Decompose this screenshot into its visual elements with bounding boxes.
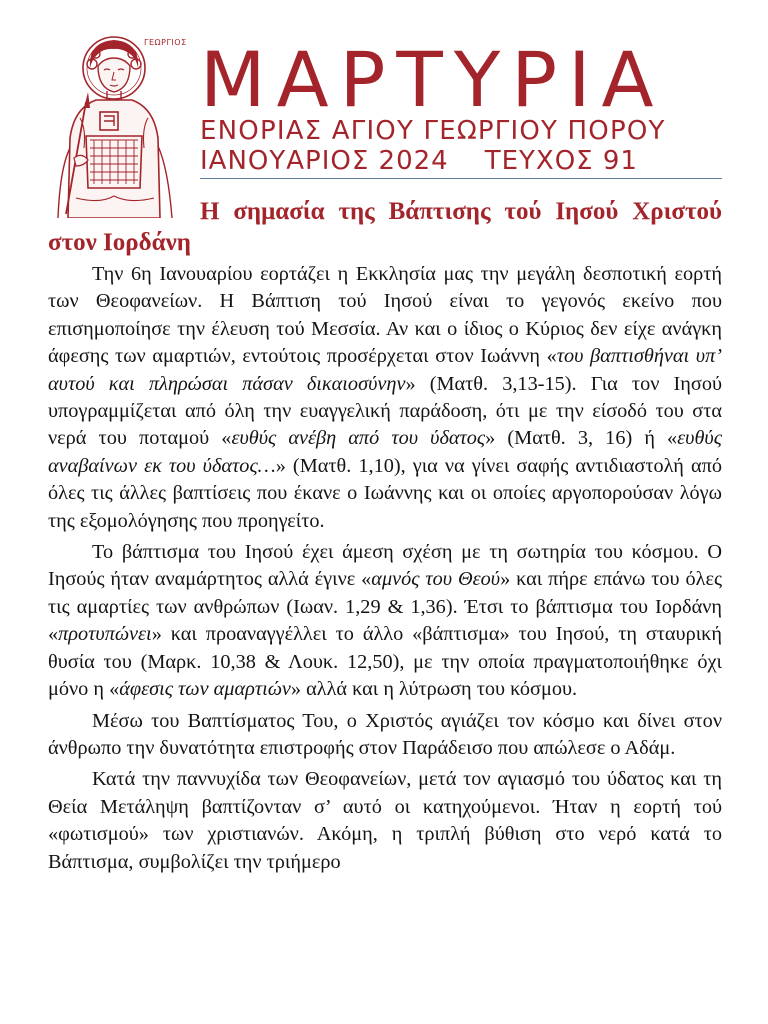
paragraph-text: Μέσω του Βαπτίσματος Του, ο Χριστός αγιάζει τον κόσμο και δίνει στον άνθρωπο την δυνατότητα επιστροφής στον Παράδεισο που απώλεσε ο Αδάμ. (48, 709, 722, 759)
quotation-italic: ευθύς αναβαίνων εκ του ύδατος… (48, 427, 722, 477)
quotation-italic: αμνός του Θεού (371, 568, 501, 591)
masthead (0, 0, 768, 200)
paragraph-text: » αλλά και η λύτρωση του κόσμου. (290, 678, 578, 701)
icon-inscription: ΓΕΩΡΓΙΟΣ (144, 38, 187, 47)
newsletter-title: ΜΑΡΤΥΡΙΑ (200, 35, 665, 124)
article-paragraph (48, 766, 722, 876)
quotation-italic: ευθύς ανέβη από του ύδατος (231, 427, 486, 450)
article (48, 196, 722, 880)
issue-date: ΙΑΝΟΥΑΡΙΟΣ 2024 (200, 146, 449, 176)
paragraph-text: » (Ματθ. 3, 16) ή « (485, 427, 678, 450)
quotation-italic: του βαπτισθήναι υπ’ αυτού και πληρώσαι πάσαν δικαιοσύνην (48, 345, 723, 395)
quotation-italic: άφεσις των αμαρτιών (119, 678, 291, 701)
article-paragraph (48, 539, 722, 703)
saint-george-icon (40, 28, 192, 218)
paragraph-text: Την 6η Ιανουαρίου εορτάζει η Εκκλησία μας την μεγάλη δεσποτική εορτή των Θεοφανείων. Η Βάπτιση τού Ιησού είναι το γεγονός εκείνο που επισημοποίησε την έλευση τού Μεσσία. Αν και ο ίδιος ο Κύριος δεν είχε ανάγκη άφεσης των αμαρτιών, εντούτοις προσέρχεται στον Ιωάννη « (48, 263, 722, 368)
quotation-italic: προτυπώνει (58, 623, 152, 646)
article-body (48, 261, 722, 876)
paragraph-text: » και πήρε επάνω του όλες τις αμαρτίες των ανθρώπων (Ιωαν. 1,29 & 1,36). Έτσι το βάπτισμα του Ιορδάνη « (48, 568, 722, 646)
issue-number: ΤΕΥΧΟΣ 91 (484, 146, 638, 176)
paragraph-text: Το βάπτισμα του Ιησού έχει άμεση σχέση με τη σωτηρία του κόσμου. Ο Ιησούς ήταν αναμάρτητος αλλά έγινε « (48, 541, 722, 591)
article-paragraph (48, 708, 722, 763)
article-paragraph (48, 261, 722, 535)
paragraph-text: » (Ματθ. 1,10), για να γίνει σαφής αντιδιαστολή από όλες τις άλλες βαπτίσεις που έκανε ο Ιωάννης και οι οποίες αργοπορούσαν λόγω της εξομολόγησης που προηγείτο. (48, 454, 722, 532)
parish-subtitle: ΕΝΟΡΙΑΣ ΑΓΙΟΥ ΓΕΩΡΓΙΟΥ ΠΟΡΟΥ (200, 116, 666, 146)
paragraph-text: » (Ματθ. 3,13-15). Για τον Ιησού υπογραμμίζεται από όλη την ευαγγελική παράδοση, ότι με την είσοδό του στα νερά του ποταμού « (48, 372, 722, 450)
article-title: Η σημασία της Βάπτισης τού Ιησού Χριστού στον Ιορδάνη (48, 198, 722, 256)
paragraph-text: Κατά την παννυχίδα των Θεοφανείων, μετά τον αγιασμό του ύδατος και τη Θεία Μετάληψη βαπτίζονταν σ’ αυτό οι κατηχούμενοι. Ήταν η εορτή τού «φωτισμού» των χριστιανών. Ακόμη, η τριπλή βύθιση στο νερό κατά το Βάπτισμα, συμβολίζει την τριήμερο (48, 768, 722, 873)
paragraph-text: » και προαναγγέλλει το άλλο «βάπτισμα» του Ιησού, τη σταυρική θυσία του (Μαρκ. 10,38 & Λουκ. 12,50), με την οποία πραγματοποιήθηκε όχι μόνο η « (48, 623, 722, 701)
issue-line (200, 146, 638, 176)
masthead-divider (200, 178, 722, 179)
